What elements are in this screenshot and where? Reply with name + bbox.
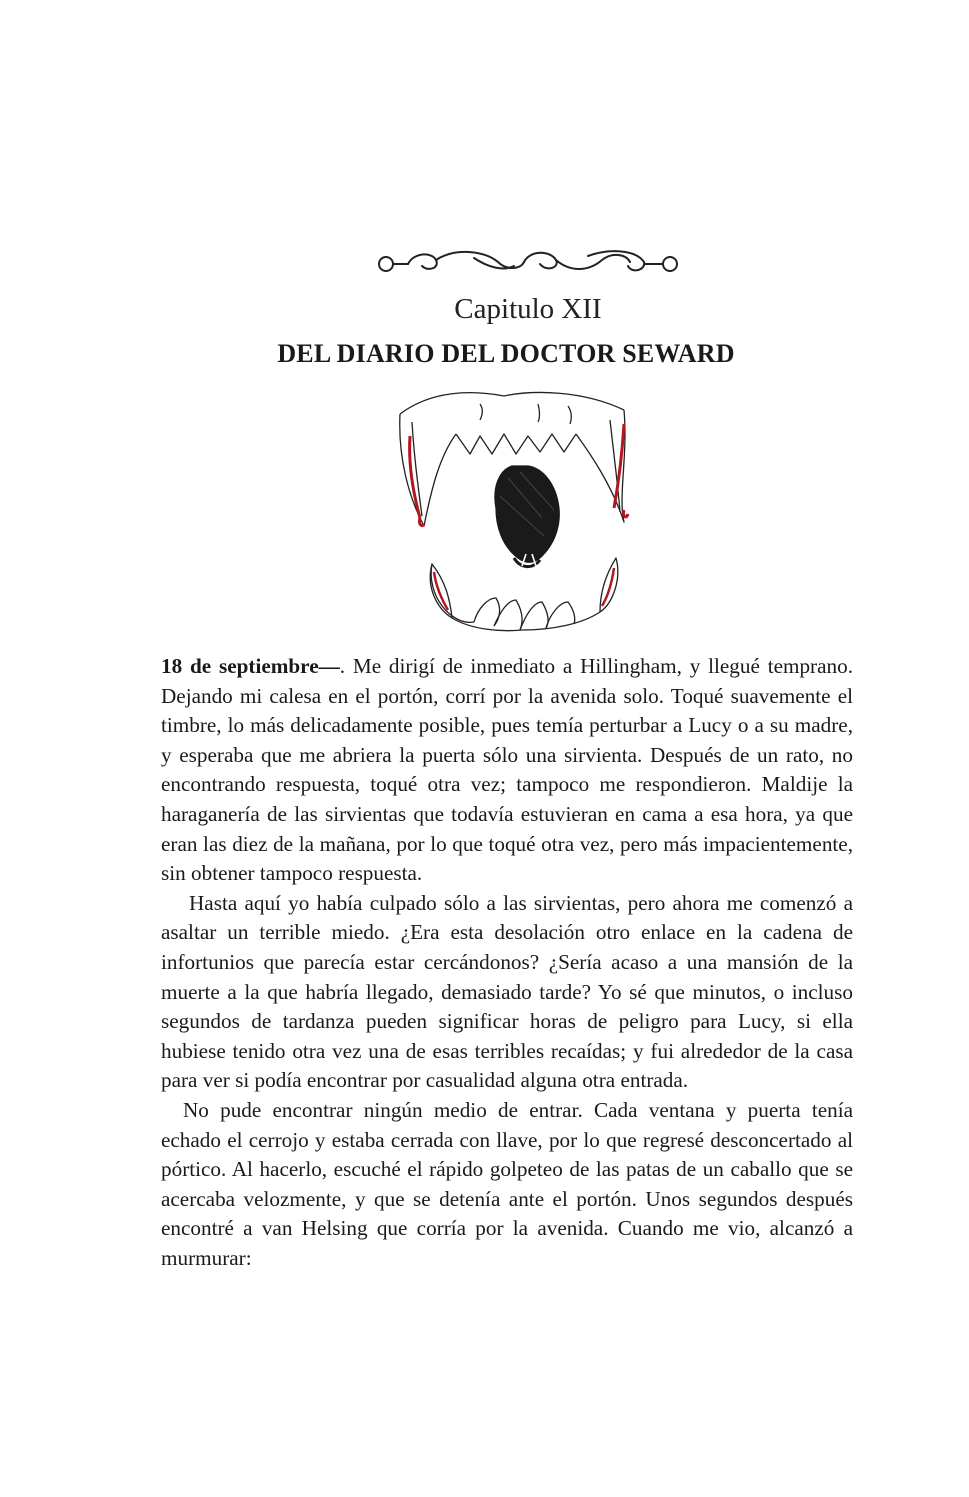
chapter-title: DEL DIARIO DEL DOCTOR SEWARD [277, 339, 735, 368]
paragraph-2: Hasta aquí yo había culpado sólo a las sirvientas, pero ahora me comenzó a asaltar un terrible miedo. ¿Era esta desolación otro enlace en la cadena de infortunios que parecía estar cercándonos? ¿Sería acaso a una mansión de la muerte a la que habría llegado, demasiado tarde? Yo sé que minutos, o incluso segundos de tardanza pueden significar horas de peligro para Lucy, si ella hubiese tenido otra vez una de esas terribles recaídas; y fui alrededor de la casa para ver si podía encontrar por casualidad alguna otra entrada. [161, 890, 853, 1093]
entry-date: 18 de septiembre— [161, 654, 340, 678]
scroll-ornament-icon [374, 246, 682, 280]
chapter-number: Capitulo XII [454, 293, 602, 325]
paragraph-1-text: . Me dirigí de inmediato a Hillingham, y llegué temprano. Dejando mi calesa en el portón, corrí por la avenida solo. Toqué suavemente el timbre, lo más delicadamente posible, pues temía perturbar a Lucy o a su madre, y esperaba que me abriera la puerta sólo una sirvienta. Después de un rato, no encontrando respuesta, toqué otra vez; tampoco me respondieron. Maldije la haraganería de las sirvientas que todavía estuvieran en cama a esa hora, ya que eran las diez de la mañana, por lo que toqué otra vez, pero más impacientemente, sin obtener tampoco respuesta. [161, 654, 853, 886]
vampire-fangs-icon [392, 386, 632, 636]
paragraph-3: No pude encontrar ningún medio de entrar. Cada ventana y puerta tenía echado el cerrojo y estaba cerrada con llave, por lo que regresé desconcertado al pórtico. Al hacerlo, escuché el rápido golpeteo de las patas de un caballo que se acercaba velozmente, y que se detenía ante el portón. Unos segundos después encontré a van Helsing que corría por la avenida. Cuando me vio, alcanzó a murmurar: [161, 1097, 853, 1270]
paragraph-1 [161, 652, 853, 889]
body-text [161, 652, 853, 1273]
